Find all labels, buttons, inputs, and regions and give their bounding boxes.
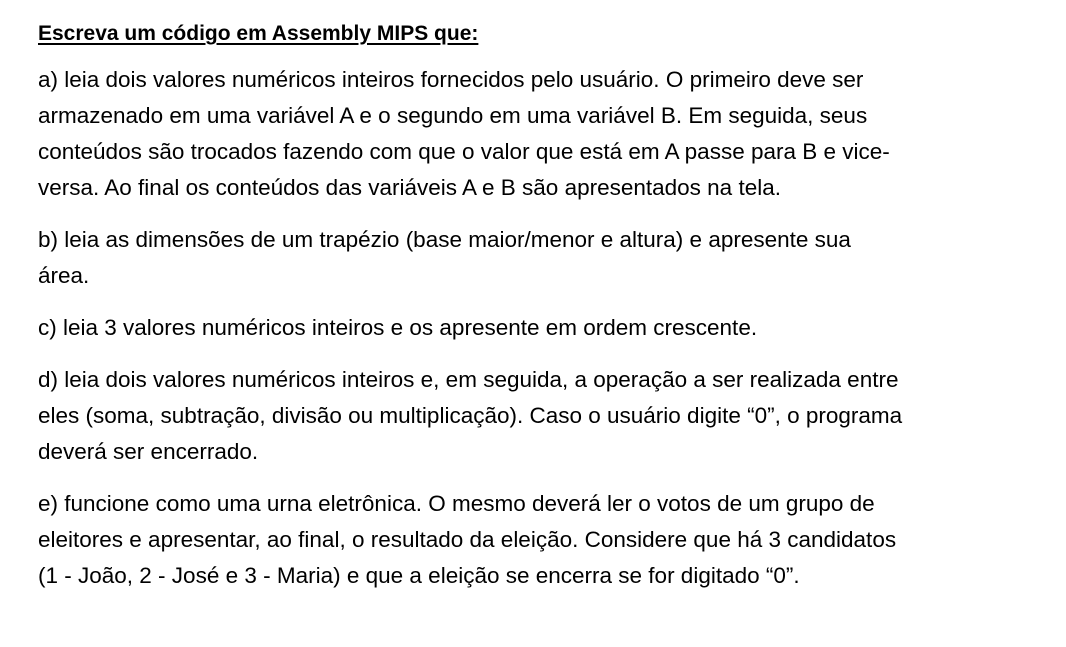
- text-line: d) leia dois valores numéricos inteiros e, em seguida, a operação a ser realizada entre: [38, 367, 899, 392]
- document-title: Escreva um código em Assembly MIPS que:: [38, 22, 479, 45]
- item-a: [38, 62, 1048, 206]
- text-line: versa. Ao final os conteúdos das variáveis A e B são apresentados na tela.: [38, 175, 781, 200]
- text-line: b) leia as dimensões de um trapézio (base maior/menor e altura) e apresente sua: [38, 227, 851, 252]
- text-line: e) funcione como uma urna eletrônica. O mesmo deverá ler o votos de um grupo de: [38, 491, 875, 516]
- text-line: deverá ser encerrado.: [38, 439, 259, 464]
- text-line: eleitores e apresentar, ao final, o resultado da eleição. Considere que há 3 candidatos: [38, 527, 897, 552]
- text-line: conteúdos são trocados fazendo com que o valor que está em A passe para B e vice-: [38, 139, 890, 164]
- text-line: a) leia dois valores numéricos inteiros fornecidos pelo usuário. O primeiro deve ser: [38, 67, 864, 92]
- item-c: [38, 310, 1048, 346]
- item-e: [38, 486, 1048, 594]
- item-d: [38, 362, 1048, 470]
- item-b: [38, 222, 1048, 294]
- text-line: área.: [38, 263, 90, 288]
- text-line: eles (soma, subtração, divisão ou multiplicação). Caso o usuário digite “0”, o programa: [38, 403, 903, 428]
- document: [38, 20, 1048, 610]
- text-line: armazenado em uma variável A e o segundo em uma variável B. Em seguida, seus: [38, 103, 868, 128]
- text-line: c) leia 3 valores numéricos inteiros e os apresente em ordem crescente.: [38, 315, 758, 340]
- text-line: (1 - João, 2 - José e 3 - Maria) e que a eleição se encerra se for digitado “0”.: [38, 563, 800, 588]
